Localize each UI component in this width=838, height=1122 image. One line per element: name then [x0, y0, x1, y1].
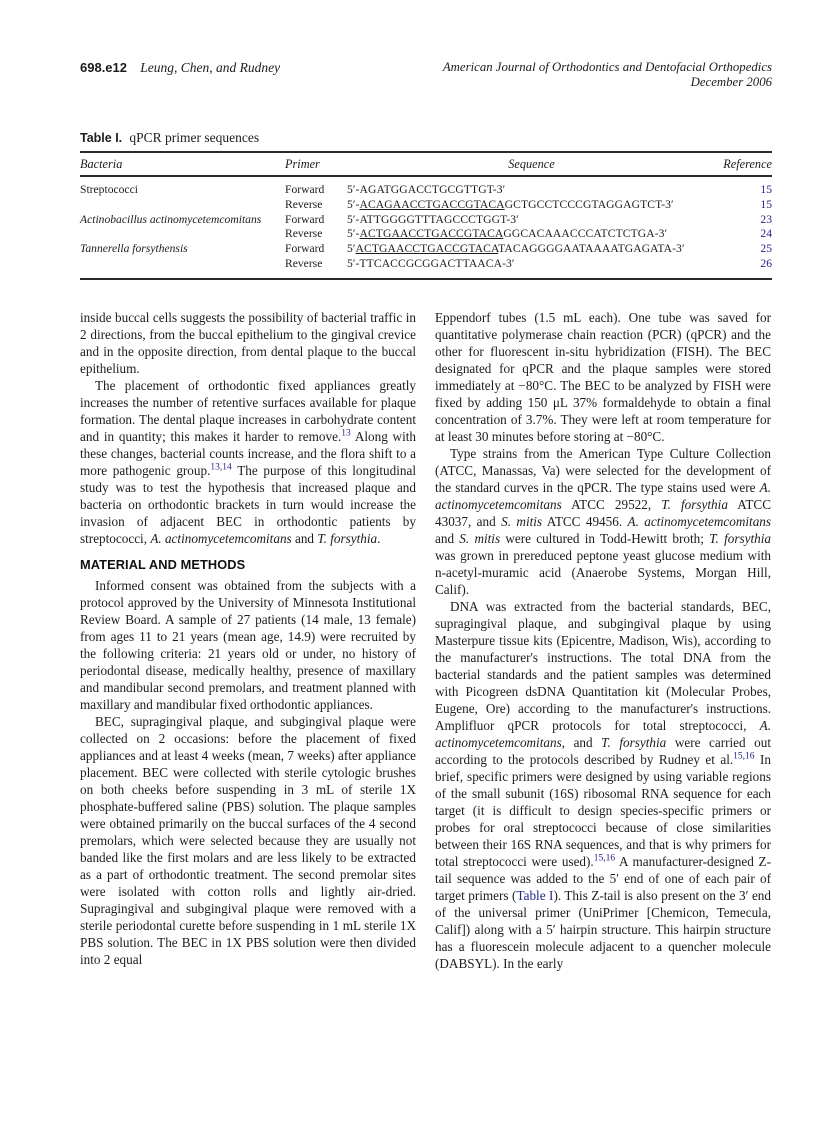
species-name: T. forsythia: [601, 734, 667, 750]
paragraph: [80, 377, 416, 547]
species-name: T. forsythia: [317, 530, 378, 546]
reference-link[interactable]: 24: [760, 227, 772, 241]
species-name: A. actinomycetemcomitans: [627, 513, 772, 529]
species-name: S. mitis: [459, 530, 501, 546]
running-header-right: [443, 60, 772, 90]
table-row: [80, 213, 772, 228]
sequence-ztail-underlined: ACTGAACCTGACCGTACA: [359, 227, 504, 241]
table-caption-text: qPCR primer sequences: [129, 130, 260, 145]
body-text: ATCC 29522,: [561, 496, 662, 512]
body-text: were cultured in Todd-Hewitt broth;: [500, 530, 710, 546]
sequence-text: 5′-: [347, 197, 360, 211]
body-text: Along with these changes, bacterial counts increase, and the flora shift to a more pathogenic group.: [80, 428, 417, 478]
body-text: DNA was extracted from the bacterial standards, BEC, supragingival plaque, and subgingival plaque by using Masterpure tissue kits (Epicentre, Madison, Wis), according to the manufacturer's instructions. The total DNA from the bacterial standards and the patient samples was determined with Picogreen dsDNA Quantitation kit (Molecular Probes, Eugene, Ore) according to the manufacturer's instructions. Amplifluor qPCR protocols for total streptococci,: [435, 598, 771, 733]
page-number: 698.e12: [80, 60, 127, 75]
sequence-ztail-underlined: ACAGAACCTGACCGTACA: [359, 197, 505, 211]
sequence-cell: [347, 198, 716, 213]
paragraph: [80, 713, 416, 968]
right-column: [435, 309, 771, 972]
species-name: A. actinomycetemcomitans: [435, 479, 771, 512]
reference-link[interactable]: 15: [760, 183, 772, 196]
primer-table-header: [80, 152, 772, 176]
body-text: ATCC 49456.: [542, 513, 628, 529]
species-name: T. forsythia: [661, 496, 728, 512]
body-text: ATCC 43037, and: [435, 496, 772, 529]
species-name: A. actinomycetemcomitans: [150, 530, 292, 546]
sequence-text: GGCACAAACCCATCTCTGA-3′: [503, 227, 668, 241]
body-text: BEC, supragingival plaque, and subgingival plaque were collected on 2 occasions: before the placement of fixed appliances and at least 4 weeks (mean, 7 weeks) after appliance placement. BEC were collected with sterile cytologic brushes on both cheeks before suspending in 3 mL of sterile 1X phosphate-buffered saline (PBS) solution. The plaque samples were obtained primarily on the buccal surfaces of the 4 second premolars, which were selected because they are usually not banded like the first molars and are less likely to be extracted as a part of orthodontic treatment. The second premolar sites were isolated with cotton rolls and lightly air-dried. Supragingival and subgingival plaque were removed with a sterile periodontal curette before suspending in 1 mL sterile 1X PBS solution. The BEC in 1X PBS solution were then divided into 2 equal: [80, 713, 416, 967]
body-text: Informed consent was obtained from the subjects with a protocol approved by the University of Minnesota Institutional Review Board. A sample of 27 patients (14 male, 13 female) from ages 11 to 21 years (mean age, 14.9) were recruited by the following criteria: 21 years old or under, no history of periodontal disease, medically healthy, presence of maxillary and mandibular second premolars, and treatment planned with maxillary and mandibular fixed orthodontic appliances.: [80, 577, 416, 712]
primer-direction-cell: Reverse: [285, 227, 323, 241]
body-text: inside buccal cells suggests the possibility of bacterial traffic in 2 directions, from the buccal epithelium to the gingival crevice and in the opposite direction, from dental plaque to the buccal epithelium.: [80, 309, 416, 376]
paragraph: [80, 309, 416, 377]
species-name: S. mitis: [501, 513, 543, 529]
column-header-primer: Primer: [285, 152, 347, 176]
sequence-ztail-underlined: ACTGAACCTGACCGTACA: [355, 242, 499, 256]
table-row: [80, 176, 772, 198]
sequence-cell: [347, 242, 716, 257]
table-row: [80, 227, 772, 242]
paragraph: [80, 577, 416, 713]
bacteria-cell: Actinobacillus actinomycetemcomitans: [80, 212, 262, 226]
reference-link[interactable]: 26: [760, 256, 772, 270]
primer-direction-cell: Forward: [285, 183, 325, 196]
citation-link[interactable]: 15,16: [733, 751, 755, 762]
body-text: In brief, specific primers were designed by using variable regions of the small subunit (16S) ribosomal RNA sequence for each target (it is difficult to design species-specific primers or probes for oral streptococci because of close similarities between their 16S RNA sequences, and that is why primers for total streptococci were used).: [435, 751, 771, 869]
sequence-text: 5′-: [347, 227, 360, 241]
table-caption: [80, 130, 772, 146]
reference-link[interactable]: 15: [760, 197, 772, 211]
sequence-text: 5′-AGATGGACCTGCGTTGT-3′: [347, 183, 506, 196]
reference-link[interactable]: 25: [760, 242, 772, 256]
citation-link[interactable]: 13: [341, 428, 351, 439]
species-name: A. actinomycetemcomitans: [435, 717, 771, 750]
body-text: were carried out according to the protocols described by Rudney et al.: [435, 734, 772, 767]
running-header-left: [80, 60, 280, 76]
primer-direction-cell: Reverse: [285, 197, 323, 211]
table-row: [80, 242, 772, 257]
species-name: T. forsythia: [709, 530, 771, 546]
paragraph: [435, 309, 771, 445]
bacteria-cell: Tannerella forsythensis: [80, 242, 188, 256]
body-text: ). This Z-tail is also present on the 3′ end of the universal primer (UniPrimer [Chemicon, Temecula, Calif]) along with a 5′ hairpin structure. This hairpin structure has a fluorescein molecule adjacent to a quencher molecule (DABSYL). In the early: [435, 887, 771, 971]
body-text: A manufacturer-designed Z-tail sequence was added to the 5′ end of one of each pair of target primers (: [435, 853, 771, 903]
body-text: and: [435, 530, 460, 546]
sequence-text: 5′-TTCACCGCGGACTTAACA-3′: [347, 256, 515, 270]
primer-direction-cell: Forward: [285, 212, 325, 226]
bacteria-cell: Streptococci: [80, 183, 138, 196]
journal-date: December 2006: [690, 75, 772, 89]
bacteria-cell: [80, 257, 285, 279]
column-header-bacteria: Bacteria: [80, 152, 285, 176]
section-heading: MATERIAL AND METHODS: [80, 556, 246, 572]
body-text: , and: [561, 734, 602, 750]
sequence-cell: [347, 213, 716, 228]
sequence-text: GCTGCCTCCCGTAGGAGTCT-3′: [504, 197, 674, 211]
citation-link[interactable]: 13,14: [210, 462, 232, 473]
bacteria-cell: [80, 198, 285, 213]
running-header: [80, 60, 772, 90]
body-columns: [80, 309, 772, 972]
primer-sequence-table: [80, 151, 772, 280]
sequence-text: TACAGGGGAATAAAATGAGATA-3′: [498, 242, 685, 256]
body-text: and: [291, 530, 318, 546]
body-text: The purpose of this longitudinal study was to test the hypothesis that increased plaque and bacteria on orthodontic brackets in turn would increase the invasion of adjacent BEC in orthodontic patients by streptococci,: [80, 462, 416, 546]
primer-direction-cell: Forward: [285, 242, 325, 256]
sequence-text: 5′: [347, 242, 356, 256]
body-text: was grown in prereduced peptone yeast glucose medium with n-acetyl-muramic acid (Anaerobe Systems, Morgan Hill, Calif).: [435, 547, 771, 597]
body-text: .: [377, 530, 381, 546]
primer-table-body: [80, 176, 772, 279]
body-text: Type strains from the American Type Culture Collection (ATCC, Manassas, Va) were selected for the development of the standard curves in the qPCR. The type stains used were: [435, 445, 771, 495]
table-reference-link[interactable]: Table I: [516, 887, 554, 903]
sequence-cell: [347, 176, 716, 198]
body-text: Eppendorf tubes (1.5 mL each). One tube was saved for quantitative polymerase chain reaction (PCR) (qPCR) and the other for fluorescent in-situ hybridization (FISH). The BEC designated for qPCR and the plaque samples were stored immediately at −80°C. The BEC to be analyzed by FISH were fixed by adding 150 μL 37% formaldehyde to obtain a final concentration of 3.7%. They were left at room temperature for at least 30 minutes before storing at −80°C.: [435, 309, 771, 444]
paragraph: [435, 598, 771, 972]
journal-title: American Journal of Orthodontics and Dentofacial Orthopedics: [442, 60, 772, 74]
primer-direction-cell: Reverse: [285, 256, 323, 270]
sequence-cell: [347, 257, 716, 279]
column-header-reference: Reference: [716, 152, 772, 176]
sequence-cell: [347, 227, 716, 242]
reference-link[interactable]: 23: [760, 212, 772, 226]
running-authors: Leung, Chen, and Rudney: [140, 60, 281, 75]
page-content: [80, 60, 772, 972]
left-column: [80, 309, 416, 972]
citation-link[interactable]: 15,16: [593, 853, 616, 864]
body-text: The placement of orthodontic fixed appliances greatly increases the number of retentive surfaces available for plaque formation. The dental plaque increases in carbohydrate content and in quantity; this makes it harder to remove.: [80, 377, 416, 444]
column-header-sequence: Sequence: [347, 152, 716, 176]
bacteria-cell: [80, 227, 285, 242]
table-row: [80, 198, 772, 213]
table-caption-label: Table I.: [80, 131, 123, 145]
paragraph: [435, 445, 771, 598]
table-row: [80, 257, 772, 279]
table-1-section: [80, 130, 772, 280]
sequence-text: 5′-ATTGGGGTTTAGCCCTGGT-3′: [347, 212, 519, 226]
